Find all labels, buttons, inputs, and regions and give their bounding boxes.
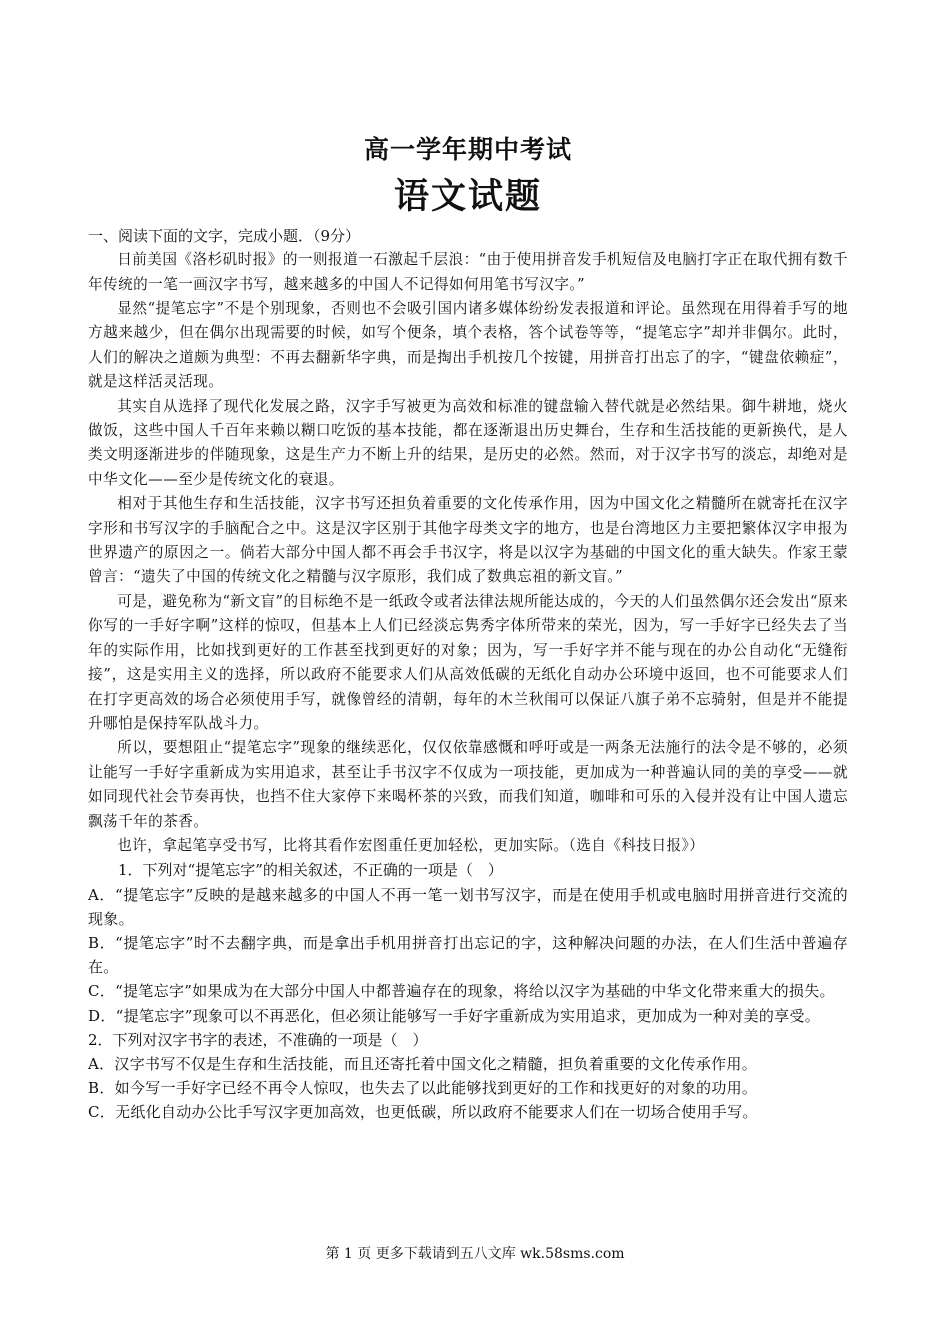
section-heading: 一、阅读下面的文字，完成小题．（9分） <box>88 227 361 245</box>
question-option-c: C．“提笔忘字”如果成为在大部分中国人中都普遍存在的现象，将给以汉字为基础的中华文化带来重大的损失。 <box>88 982 835 1001</box>
question-2 <box>88 1028 848 1125</box>
question-1 <box>88 858 848 1027</box>
exam-title: 高一学年期中考试 <box>363 135 572 164</box>
exam-page <box>88 128 848 1125</box>
question-option-b: B．“提笔忘字”时不去翻字典，而是拿出手机用拼音打出忘记的字，这种解决问题的办法，在人们生活中普遍存在。 <box>88 933 848 977</box>
passage-paragraph: 也许，拿起笔享受书写，比将其看作宏图重任更加轻松，更加实际。（选自《科技日报》） <box>117 836 705 854</box>
question-option-a: A．“提笔忘字”反映的是越来越多的中国人不再一笔一划书写汉字，而是在使用手机或电脑时用拼音进行交流的现象。 <box>88 885 848 928</box>
question-option-c: C．无纸化自动办公比手写汉字更加高效，也更低碳，所以政府不能要求人们在一切场合使用手写。 <box>88 1103 758 1122</box>
exam-subtitle: 语文试题 <box>393 176 542 217</box>
passage-paragraph: 相对于其他生存和生活技能，汉字书写还担负着重要的文化传承作用，因为中国文化之精髓所在就寄托在汉字字形和书写汉字的手脑配合之中。这是汉字区别于其他字母类文字的地方，也是台湾地区力主要把繁体汉字申报为世界遗产的原因之一。倘若大部分中国人都不再会手书汉字，将是以汉字为基础的中国文化的重大缺失。作家王蒙曾言：“遗失了中国的传统文化之精髓与汉字原形，我们成了数典忘祖的新文盲。” <box>88 495 848 586</box>
passage-paragraph: 所以，要想阻止“提笔忘字”现象的继续恶化，仅仅依靠感慨和呼吁或是一两条无法施行的法令是不够的，必须让能写一手好字重新成为实用追求，甚至让手书汉字不仅成为一项技能，更加成为一种普遍认同的美的享受——就如同现代社会节奏再快，也挡不住大家停下来喝杯茶的兴致，而我们知道，咖啡和可乐的入侵并没有让中国人遗忘飘荡千年的茶香。 <box>88 739 848 830</box>
question-option-b: B．如今写一手好字已经不再令人惊叹，也失去了以此能够找到更好的工作和找更好的对象的功用。 <box>88 1079 758 1098</box>
page-footer: 第 1 页 更多下载请到五八文库 wk.58sms.com <box>325 1246 625 1262</box>
question-stem: 2．下列对汉字书字的表述，不准确的一项是（ ） <box>88 1030 428 1049</box>
passage-paragraph: 其实自从选择了现代化发展之路，汉字手写被更为高效和标准的键盘输入替代就是必然结果。御牛耕地，烧火做饭，这些中国人千百年来赖以糊口吃饭的基本技能，都在逐渐退出历史舞台，生存和生活技能的更新换代，是人类文明逐渐进步的伴随现象，这是生产力不断上升的结果，是历史的必然。然而，对于汉字书写的淡忘，却绝对是中华文化——至少是传统文化的衰退。 <box>88 397 848 488</box>
reading-passage <box>88 248 848 858</box>
passage-paragraph: 日前美国《洛杉矶时报》的一则报道一石激起千层浪：“由于使用拼音发手机短信及电脑打字正在取代拥有数千年传统的一笔一画汉字书写，越来越多的中国人不记得如何用笔书写汉字。” <box>88 251 848 293</box>
passage-paragraph: 显然“提笔忘字”不是个别现象，否则也不会吸引国内诸多媒体纷纷发表报道和评论。虽然现在用得着手写的地方越来越少，但在偶尔出现需要的时候，如写个便条，填个表格，答个试卷等等，“提笔忘字”却并非偶尔。此时，人们的解决之道颇为典型：不再去翻新华字典，而是掏出手机按几个按键，用拼音打出忘了的字，“键盘依赖症”，就是这样活灵活现。 <box>88 300 848 391</box>
question-option-d: D．“提笔忘字”现象可以不再恶化，但必须让能够写一手好字重新成为实用追求，更加成为一种对美的享受。 <box>88 1006 821 1025</box>
question-stem: 1．下列对“提笔忘字”的相关叙述，不正确的一项是（ ） <box>118 861 503 880</box>
question-option-a: A．汉字书写不仅是生存和生活技能，而且还寄托着中国文化之精髓，担负着重要的文化传承作用。 <box>88 1054 758 1073</box>
passage-paragraph: 可是，避免称为“新文盲”的目标绝不是一纸政令或者法律法规所能达成的，今天的人们虽然偶尔还会发出“原来你写的一手好字啊”这样的惊叹，但基本上人们已经淡忘隽秀字体所带来的荣光，因为，写一手好字已经失去了当年的实际作用，比如找到更好的工作甚至找到更好的对象；因为，写一手好字并不能与现在的办公自动化“无缝衔接”，这是实用主义的选择，所以政府不能要求人们从高效低碳的无纸化自动办公环境中返回，也不可能要求人们在打字更高效的场合必须使用手写，就像曾经的清朝，每年的木兰秋闱可以保证八旗子弟不忘骑射，但是并不能提升哪怕是保持军队战斗力。 <box>88 592 848 732</box>
